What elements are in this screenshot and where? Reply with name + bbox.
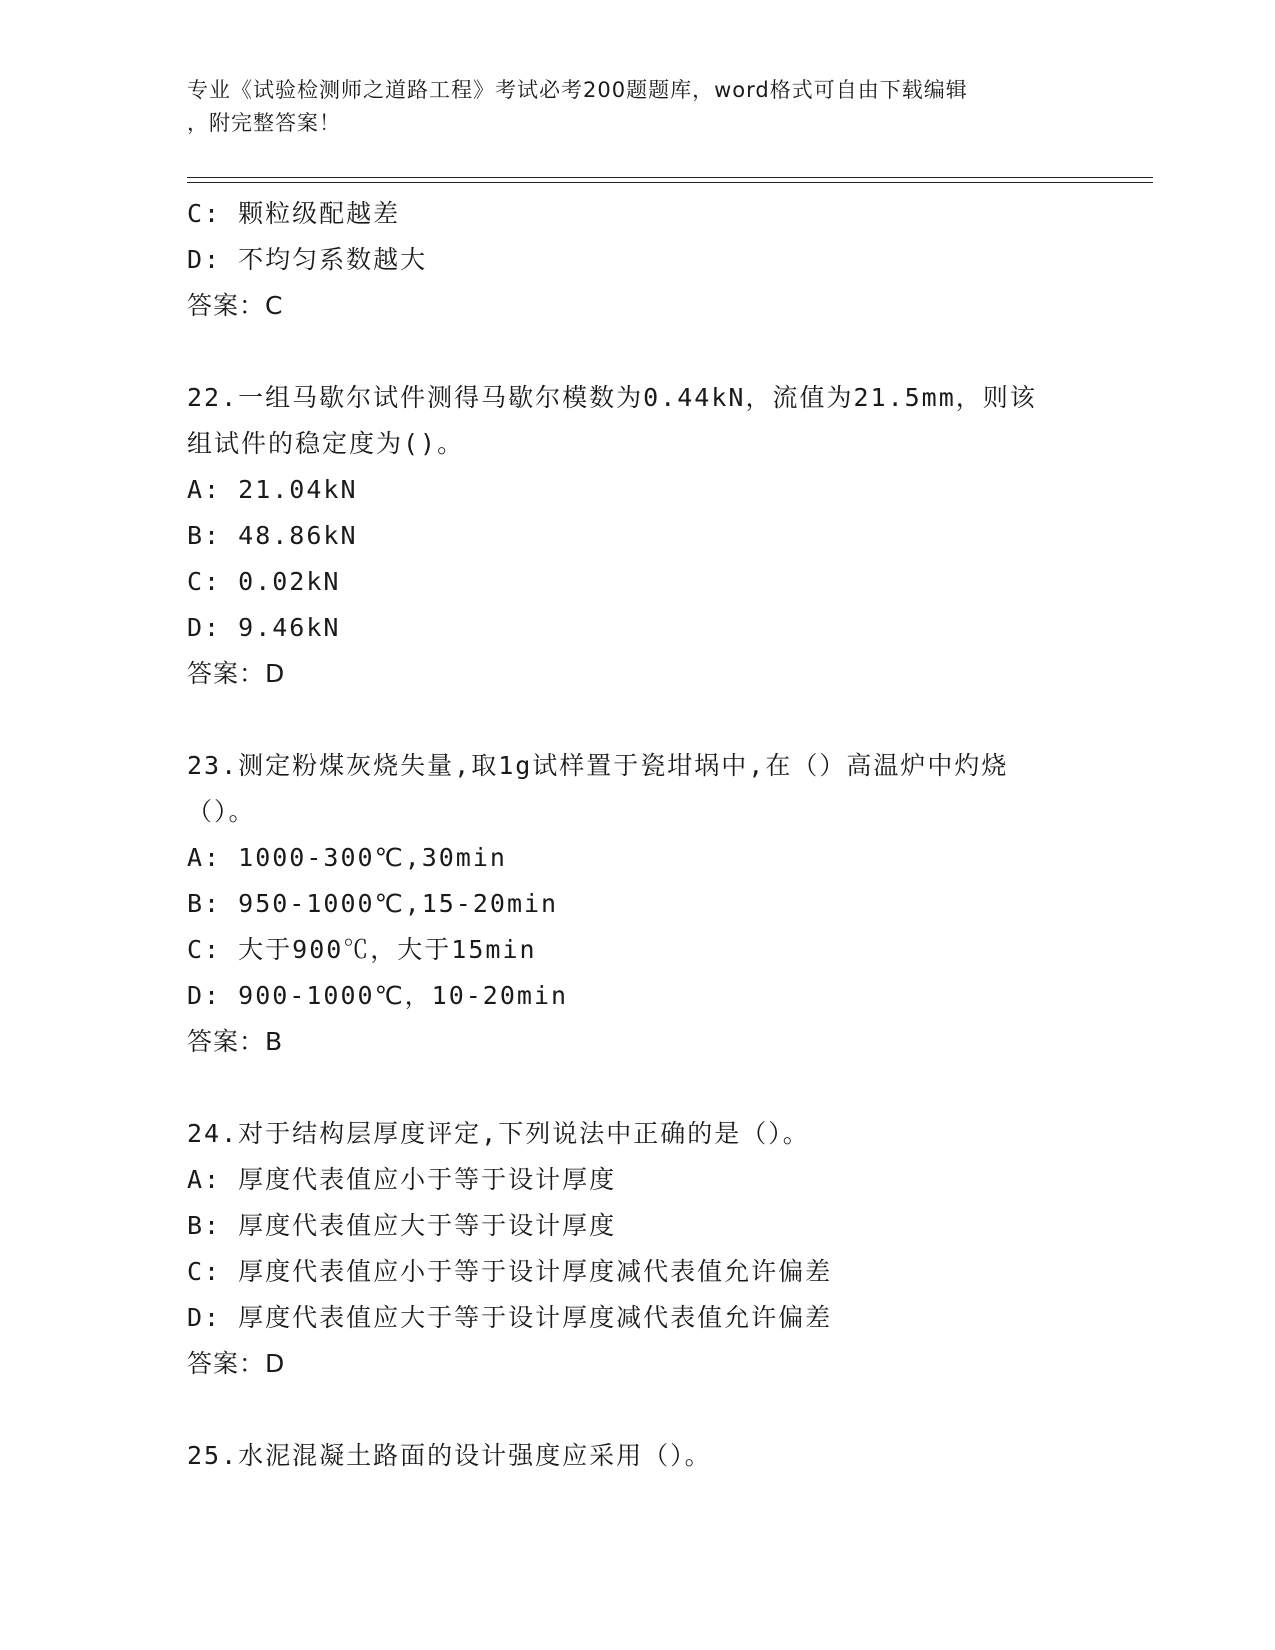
option-b: B: 厚度代表值应大于等于设计厚度 bbox=[187, 1211, 617, 1240]
question-stem: 25.水泥混凝土路面的设计强度应采用（）。 bbox=[187, 1441, 712, 1470]
spacer bbox=[187, 329, 1067, 375]
question-23 bbox=[187, 743, 1067, 1065]
option-b: B: 48.86kN bbox=[187, 521, 358, 550]
spacer bbox=[187, 1387, 1067, 1433]
option-c: C: 大于900℃，大于15min bbox=[187, 935, 537, 964]
question-25 bbox=[187, 1433, 1067, 1479]
question-stem: 23.测定粉煤灰烧失量,取1g试样置于瓷坩埚中,在（）高温炉中灼烧 bbox=[187, 751, 1009, 780]
question-stem: （）。 bbox=[187, 797, 256, 826]
question-22 bbox=[187, 375, 1067, 697]
option-d: D: 9.46kN bbox=[187, 613, 341, 642]
question-list bbox=[187, 191, 1067, 1479]
answer-line: 答案：D bbox=[187, 1349, 286, 1378]
option-d: D: 厚度代表值应大于等于设计厚度减代表值允许偏差 bbox=[187, 1303, 833, 1332]
question-stem: 22.一组马歇尔试件测得马歇尔模数为0.44kN，流值为21.5mm，则该 bbox=[187, 383, 1037, 412]
spacer bbox=[187, 697, 1067, 743]
option-c: C: 颗粒级配越差 bbox=[187, 199, 401, 228]
header-divider-bottom bbox=[187, 182, 1153, 183]
answer-line: 答案：D bbox=[187, 659, 286, 688]
document-header bbox=[187, 74, 1067, 140]
option-a: A: 21.04kN bbox=[187, 475, 358, 504]
question-24 bbox=[187, 1111, 1067, 1387]
option-a: A: 厚度代表值应小于等于设计厚度 bbox=[187, 1165, 617, 1194]
answer-line: 答案：B bbox=[187, 1027, 284, 1056]
question-21-tail bbox=[187, 191, 1067, 329]
header-title-line-2: ，附完整答案！ bbox=[187, 111, 341, 135]
question-stem: 24.对于结构层厚度评定,下列说法中正确的是（）。 bbox=[187, 1119, 810, 1148]
option-a: A: 1000-300℃,30min bbox=[187, 843, 507, 872]
option-d: D: 900-1000℃，10-20min bbox=[187, 981, 569, 1010]
option-d: D: 不均匀系数越大 bbox=[187, 245, 428, 274]
option-c: C: 厚度代表值应小于等于设计厚度减代表值允许偏差 bbox=[187, 1257, 833, 1286]
header-divider-top bbox=[187, 177, 1153, 178]
question-stem: 组试件的稳定度为()。 bbox=[187, 429, 465, 458]
option-b: B: 950-1000℃,15-20min bbox=[187, 889, 559, 918]
answer-line: 答案：C bbox=[187, 291, 284, 320]
spacer bbox=[187, 1065, 1067, 1111]
option-c: C: 0.02kN bbox=[187, 567, 341, 596]
header-title-line-1: 专业《试验检测师之道路工程》考试必考200题题库，word格式可自由下载编辑 bbox=[187, 78, 968, 102]
